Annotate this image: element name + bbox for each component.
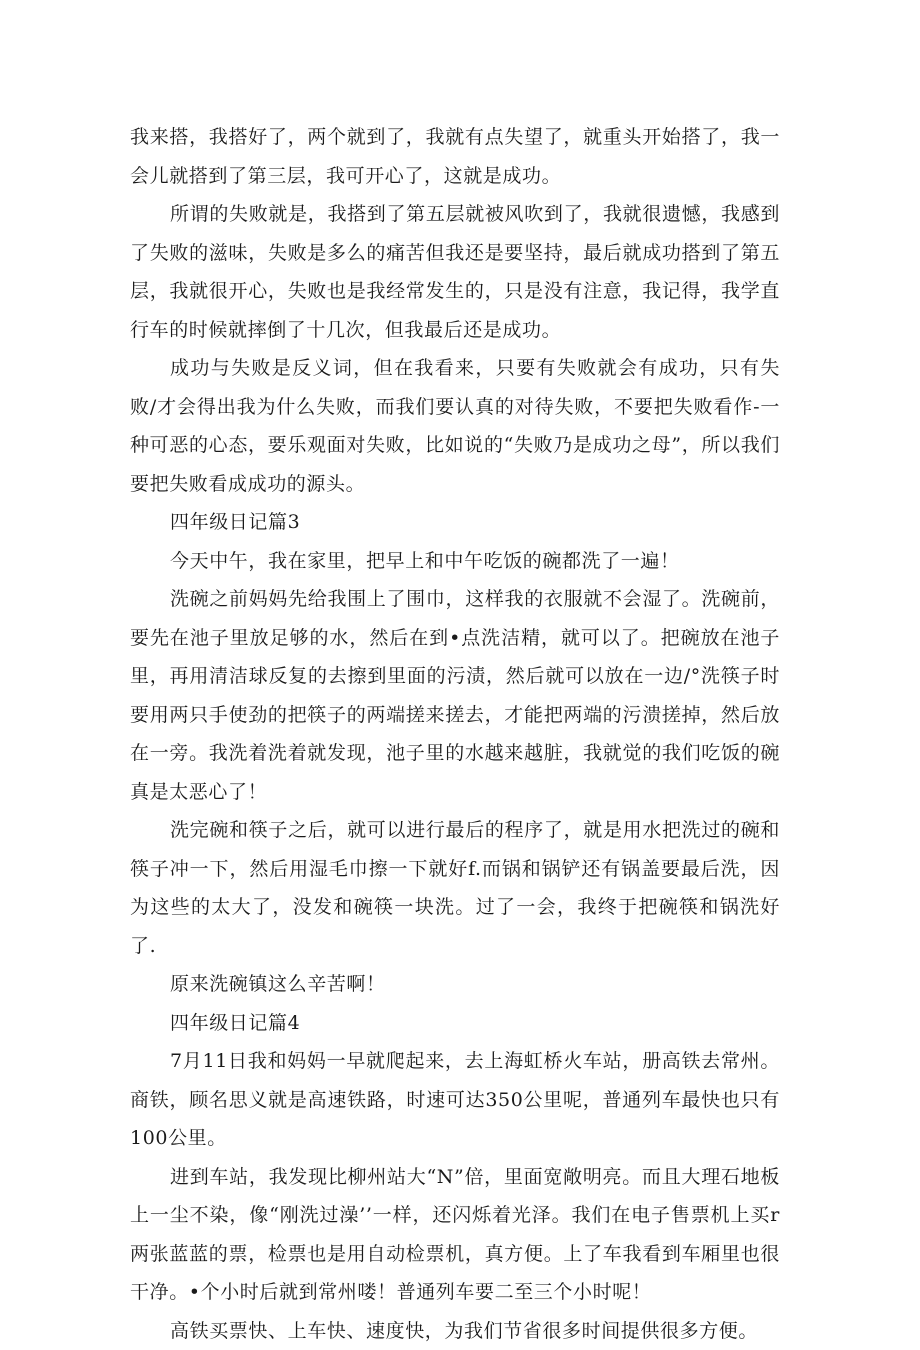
paragraph-wash-dishes-final: 洗完碗和筷子之后，就可以进行最后的程序了，就是用水把洗过的碗和筷子冲一下，然后用湿毛巾擦一下就好f.而锅和锅铲还有锅盖要最后洗，因为这些的太大了，没发和碗筷一块洗。过了一会，我终于把碗筷和锅洗好了.: [130, 811, 780, 965]
paragraph-station-description: 进到车站，我发现比柳州站大“N”倍，里面宽敞明亮。而且大理石地板上一尘不染，像“刚洗过澡’’一样，还闪烁着光泽。我们在电子售票机上买r两张蓝蓝的票，检票也是用自动检票机，真方便。上了车我看到车厢里也很干净。•个小时后就到常州喽！普通列车要二至三个小时呢！: [130, 1158, 780, 1312]
paragraph-wash-dishes-process: 洗碗之前妈妈先给我围上了围巾，这样我的衣服就不会湿了。洗碗前，要先在池子里放足够的水，然后在到•点洗洁精，就可以了。把碗放在池子里，再用清洁球反复的去擦到里面的污渍，然后就可以放在一边/°洗筷子时要用两只手使劲的把筷子的两端搓来搓去，才能把两端的污溃搓掉，然后放在一旁。我洗着洗着就发现，池子里的水越来越脏，我就觉的我们吃饭的碗真是太恶心了！: [130, 580, 780, 811]
document-body: [130, 118, 780, 1350]
paragraph-high-speed-rail-intro: 7月11日我和妈妈一早就爬起来，去上海虹桥火车站，册高铁去常州。商铁，顾名思义就是高速铁路，时速可达350公里呢，普通列车最快也只有100公里。: [130, 1042, 780, 1158]
paragraph-failure: 所谓的失败就是，我搭到了第五层就被风吹到了，我就很遗憾，我感到了失败的滋味，失败是多么的痛苦但我还是要坚持，最后就成功搭到了第五层，我就很开心，失败也是我经常发生的，只是没有注意，我记得，我学直行车的时候就摔倒了十几次，但我最后还是成功。: [130, 195, 780, 349]
paragraph-success-and-failure: 成功与失败是反义词，但在我看来，只要有失败就会有成功，只有失败/才会得出我为什么失败，而我们要认真的对待失败，不要把失败看作-一种可恶的心态，要乐观面对失败，比如说的“失败乃是成功之母”，所以我们要把失败看成成功的源头。: [130, 349, 780, 503]
paragraph-high-speed-rail-conclusion: 高铁买票快、上车快、速度快，为我们节省很多时间提供很多方便。: [130, 1312, 780, 1350]
paragraph-wash-dishes-intro: 今天中午，我在家里，把早上和中午吃饭的碗都洗了一遍！: [130, 542, 780, 581]
section-heading-4: 四年级日记篇4: [130, 1004, 780, 1043]
paragraph-continuation: 我来搭，我搭好了，两个就到了，我就有点失望了，就重头开始搭了，我一会儿就搭到了第三层，我可开心了，这就是成功。: [130, 118, 780, 195]
paragraph-wash-dishes-conclusion: 原来洗碗镇这么辛苦啊！: [130, 965, 780, 1004]
section-heading-3: 四年级日记篇3: [130, 503, 780, 542]
